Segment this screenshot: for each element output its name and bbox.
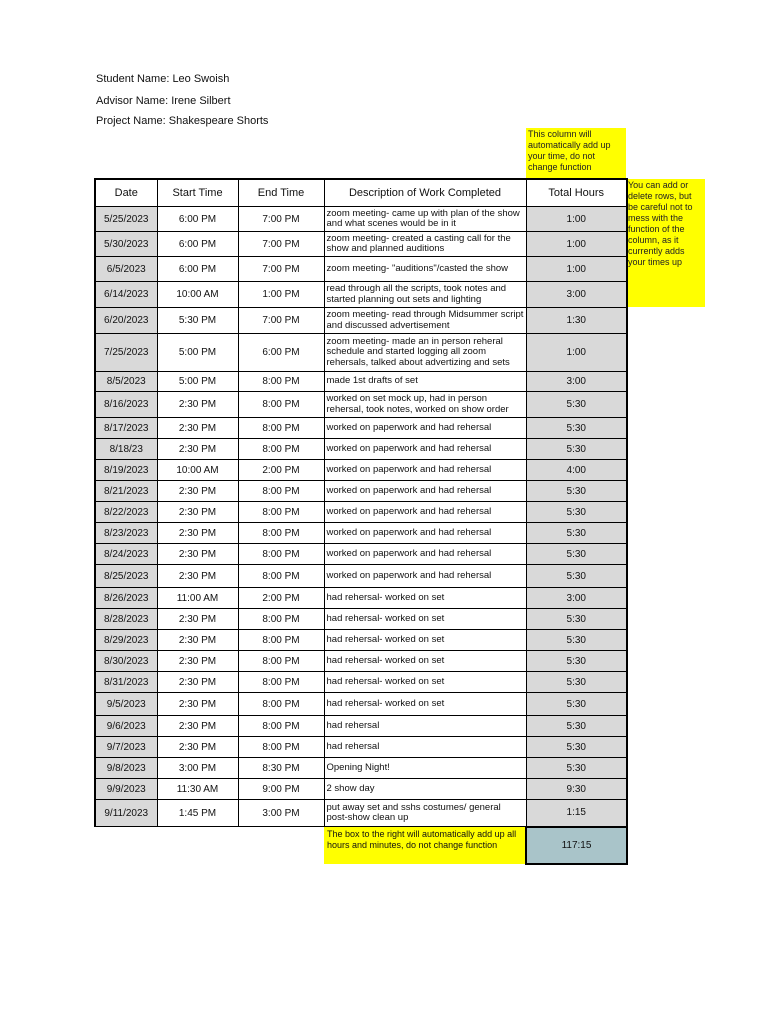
end-time-cell[interactable]: 8:00 PM [238,716,324,737]
total-column-note: This column will automatically add up your time, do not change function [526,128,626,178]
description-cell[interactable]: had rehersal- worked on set [324,609,526,630]
end-time-cell[interactable]: 7:00 PM [238,257,324,282]
table-row [95,693,627,716]
date-cell[interactable]: 9/6/2023 [95,716,157,737]
total-hours-cell[interactable]: 5:30 [526,439,627,460]
date-cell[interactable]: 8/16/2023 [95,392,157,418]
description-cell[interactable]: zoom meeting- read through Midsummer script and discussed advertisement [324,308,526,334]
end-time-cell[interactable]: 8:00 PM [238,737,324,758]
description-cell[interactable]: worked on paperwork and had rehersal [324,481,526,502]
col-total-hours: Total Hours [526,179,627,207]
total-hours-cell[interactable]: 5:30 [526,716,627,737]
total-hours-cell[interactable]: 3:00 [526,372,627,392]
work-log-table [94,178,628,865]
date-cell[interactable]: 8/29/2023 [95,630,157,651]
end-time-cell[interactable]: 8:00 PM [238,693,324,716]
description-cell[interactable]: worked on paperwork and had rehersal [324,418,526,439]
student-name-line [96,73,229,85]
end-time-cell[interactable]: 8:00 PM [238,439,324,460]
date-cell[interactable]: 8/24/2023 [95,544,157,565]
table-row [95,460,627,481]
summary-spacer [95,827,324,864]
end-time-cell[interactable]: 8:00 PM [238,544,324,565]
total-hours-cell[interactable]: 1:30 [526,308,627,334]
start-time-cell[interactable]: 2:30 PM [157,716,238,737]
end-time-cell[interactable]: 8:00 PM [238,630,324,651]
date-cell[interactable]: 8/17/2023 [95,418,157,439]
total-hours-cell[interactable]: 5:30 [526,758,627,779]
col-date: Date [95,179,157,207]
end-time-cell[interactable]: 7:00 PM [238,232,324,257]
start-time-cell[interactable]: 1:45 PM [157,800,238,827]
start-time-cell[interactable]: 2:30 PM [157,609,238,630]
student-name: Leo Swoish [172,73,230,85]
total-hours-cell[interactable]: 1:00 [526,257,627,282]
advisor-name: Irene Silbert [171,95,231,107]
date-cell[interactable]: 6/5/2023 [95,257,157,282]
description-cell[interactable]: had rehersal- worked on set [324,693,526,716]
table-row [95,672,627,693]
date-cell[interactable]: 6/14/2023 [95,282,157,308]
start-time-cell[interactable]: 2:30 PM [157,481,238,502]
advisor-label: Advisor Name: [96,95,169,107]
table-row [95,232,627,257]
date-cell[interactable]: 8/25/2023 [95,565,157,588]
total-hours-cell[interactable]: 5:30 [526,651,627,672]
description-cell[interactable]: zoom meeting- came up with plan of the show and what scenes would be in it [324,207,526,232]
end-time-cell[interactable]: 2:00 PM [238,460,324,481]
table-row [95,630,627,651]
total-hours-cell[interactable]: 5:30 [526,544,627,565]
description-cell[interactable]: 2 show day [324,779,526,800]
start-time-cell[interactable]: 2:30 PM [157,502,238,523]
start-time-cell[interactable]: 2:30 PM [157,418,238,439]
description-cell[interactable]: had rehersal- worked on set [324,651,526,672]
end-time-cell[interactable]: 7:00 PM [238,207,324,232]
end-time-cell[interactable]: 8:00 PM [238,418,324,439]
description-cell[interactable]: worked on paperwork and had rehersal [324,439,526,460]
end-time-cell[interactable]: 8:00 PM [238,481,324,502]
rows-note: You can add or delete rows, but be careful not to mess with the function of the column, as it currently adds your times up [626,179,705,307]
description-cell[interactable]: worked on paperwork and had rehersal [324,523,526,544]
end-time-cell[interactable]: 8:00 PM [238,609,324,630]
end-time-cell[interactable]: 7:00 PM [238,308,324,334]
end-time-cell[interactable]: 9:00 PM [238,779,324,800]
description-cell[interactable]: worked on set mock up, had in person rehersal, took notes, worked on show order [324,392,526,418]
start-time-cell[interactable]: 2:30 PM [157,737,238,758]
start-time-cell[interactable]: 2:30 PM [157,630,238,651]
table-row [95,334,627,372]
description-cell[interactable]: had rehersal [324,716,526,737]
total-hours-cell[interactable]: 5:30 [526,609,627,630]
start-time-cell[interactable]: 6:00 PM [157,257,238,282]
col-end-time: End Time [238,179,324,207]
total-hours-cell[interactable]: 5:30 [526,481,627,502]
total-hours-cell[interactable]: 1:00 [526,232,627,257]
table-row [95,800,627,827]
table-row [95,439,627,460]
total-hours-cell[interactable]: 5:30 [526,523,627,544]
end-time-cell[interactable]: 8:30 PM [238,758,324,779]
start-time-cell[interactable]: 5:00 PM [157,334,238,372]
date-cell[interactable]: 9/8/2023 [95,758,157,779]
description-cell[interactable]: worked on paperwork and had rehersal [324,544,526,565]
total-hours-cell[interactable]: 5:30 [526,502,627,523]
table-row [95,502,627,523]
description-cell[interactable]: had rehersal- worked on set [324,630,526,651]
total-hours-cell[interactable]: 3:00 [526,282,627,308]
description-cell[interactable]: worked on paperwork and had rehersal [324,502,526,523]
start-time-cell[interactable]: 2:30 PM [157,565,238,588]
total-hours-cell[interactable]: 5:30 [526,672,627,693]
sum-box-note: The box to the right will automatically add up all hours and minutes, do not change function [324,827,526,864]
total-hours-cell[interactable]: 4:00 [526,460,627,481]
table-row [95,392,627,418]
project-name-line [96,115,268,127]
log-body [95,207,627,827]
date-cell[interactable]: 8/22/2023 [95,502,157,523]
start-time-cell[interactable]: 11:30 AM [157,779,238,800]
end-time-cell[interactable]: 3:00 PM [238,800,324,827]
total-hours-cell[interactable]: 5:30 [526,693,627,716]
advisor-name-line [96,95,231,107]
date-cell[interactable]: 7/25/2023 [95,334,157,372]
date-cell[interactable]: 8/5/2023 [95,372,157,392]
total-hours-cell[interactable]: 5:30 [526,630,627,651]
date-cell[interactable]: 9/11/2023 [95,800,157,827]
start-time-cell[interactable]: 5:00 PM [157,372,238,392]
summary-row [95,827,627,864]
start-time-cell[interactable]: 6:00 PM [157,232,238,257]
description-cell[interactable]: had rehersal- worked on set [324,672,526,693]
table-row [95,588,627,609]
description-cell[interactable]: put away set and sshs costumes/ general post-show clean up [324,800,526,827]
end-time-cell[interactable]: 8:00 PM [238,372,324,392]
table-row [95,716,627,737]
total-hours-cell[interactable]: 5:30 [526,418,627,439]
date-cell[interactable]: 8/19/2023 [95,460,157,481]
total-hours-cell[interactable]: 3:00 [526,588,627,609]
date-cell[interactable]: 8/23/2023 [95,523,157,544]
description-cell[interactable]: had rehersal- worked on set [324,588,526,609]
total-hours-cell[interactable]: 1:00 [526,334,627,372]
table-row [95,282,627,308]
start-time-cell[interactable]: 2:30 PM [157,523,238,544]
description-cell[interactable]: zoom meeting- made an in person reheral schedule and started logging all zoom rehersals, talked about advertizing and sets [324,334,526,372]
start-time-cell[interactable]: 2:30 PM [157,392,238,418]
end-time-cell[interactable]: 8:00 PM [238,672,324,693]
start-time-cell[interactable]: 11:00 AM [157,588,238,609]
start-time-cell[interactable]: 10:00 AM [157,282,238,308]
description-cell[interactable]: worked on paperwork and had rehersal [324,565,526,588]
table-row [95,257,627,282]
date-cell[interactable]: 8/30/2023 [95,651,157,672]
table-row [95,418,627,439]
description-cell[interactable]: read through all the scripts, took notes and started planning out sets and lighting [324,282,526,308]
table-row [95,372,627,392]
table-row [95,758,627,779]
total-hours-cell[interactable]: 5:30 [526,392,627,418]
table-row [95,544,627,565]
table-row [95,609,627,630]
table-row [95,523,627,544]
table-row [95,651,627,672]
end-time-cell[interactable]: 8:00 PM [238,392,324,418]
total-hours-cell[interactable]: 1:00 [526,207,627,232]
student-label: Student Name: [96,73,170,85]
description-cell[interactable]: Opening Night! [324,758,526,779]
date-cell[interactable]: 5/30/2023 [95,232,157,257]
total-hours-cell[interactable]: 5:30 [526,737,627,758]
table-row [95,308,627,334]
date-cell[interactable]: 8/28/2023 [95,609,157,630]
project-name: Shakespeare Shorts [168,115,269,127]
col-start-time: Start Time [157,179,238,207]
col-description: Description of Work Completed [324,179,526,207]
date-cell[interactable]: 8/21/2023 [95,481,157,502]
total-hours-cell[interactable]: 5:30 [526,565,627,588]
start-time-cell[interactable]: 2:30 PM [157,651,238,672]
table-row [95,737,627,758]
date-cell[interactable]: 5/25/2023 [95,207,157,232]
end-time-cell[interactable]: 8:00 PM [238,565,324,588]
description-cell[interactable]: zoom meeting- "auditions"/casted the show [324,257,526,282]
description-cell[interactable]: worked on paperwork and had rehersal [324,460,526,481]
date-cell[interactable]: 8/18/23 [95,439,157,460]
start-time-cell[interactable]: 2:30 PM [157,672,238,693]
start-time-cell[interactable]: 2:30 PM [157,693,238,716]
date-cell[interactable]: 8/31/2023 [95,672,157,693]
table-row [95,481,627,502]
end-time-cell[interactable]: 8:00 PM [238,651,324,672]
grand-total[interactable]: 117:15 [526,827,627,864]
date-cell[interactable]: 6/20/2023 [95,308,157,334]
table-row [95,779,627,800]
total-hours-cell[interactable]: 9:30 [526,779,627,800]
project-label: Project Name: [96,115,166,127]
description-cell[interactable]: made 1st drafts of set [324,372,526,392]
start-time-cell[interactable]: 5:30 PM [157,308,238,334]
date-cell[interactable]: 9/5/2023 [95,693,157,716]
table-row [95,565,627,588]
start-time-cell[interactable]: 3:00 PM [157,758,238,779]
end-time-cell[interactable]: 8:00 PM [238,502,324,523]
end-time-cell[interactable]: 6:00 PM [238,334,324,372]
date-cell[interactable]: 8/26/2023 [95,588,157,609]
end-time-cell[interactable]: 1:00 PM [238,282,324,308]
description-cell[interactable]: had rehersal [324,737,526,758]
header-row [95,179,627,207]
start-time-cell[interactable]: 6:00 PM [157,207,238,232]
description-cell[interactable]: zoom meeting- created a casting call for the show and planned auditions [324,232,526,257]
total-hours-cell[interactable]: 1:15 [526,800,627,827]
start-time-cell[interactable]: 2:30 PM [157,544,238,565]
start-time-cell[interactable]: 10:00 AM [157,460,238,481]
start-time-cell[interactable]: 2:30 PM [157,439,238,460]
end-time-cell[interactable]: 2:00 PM [238,588,324,609]
date-cell[interactable]: 9/9/2023 [95,779,157,800]
table-row [95,207,627,232]
date-cell[interactable]: 9/7/2023 [95,737,157,758]
end-time-cell[interactable]: 8:00 PM [238,523,324,544]
